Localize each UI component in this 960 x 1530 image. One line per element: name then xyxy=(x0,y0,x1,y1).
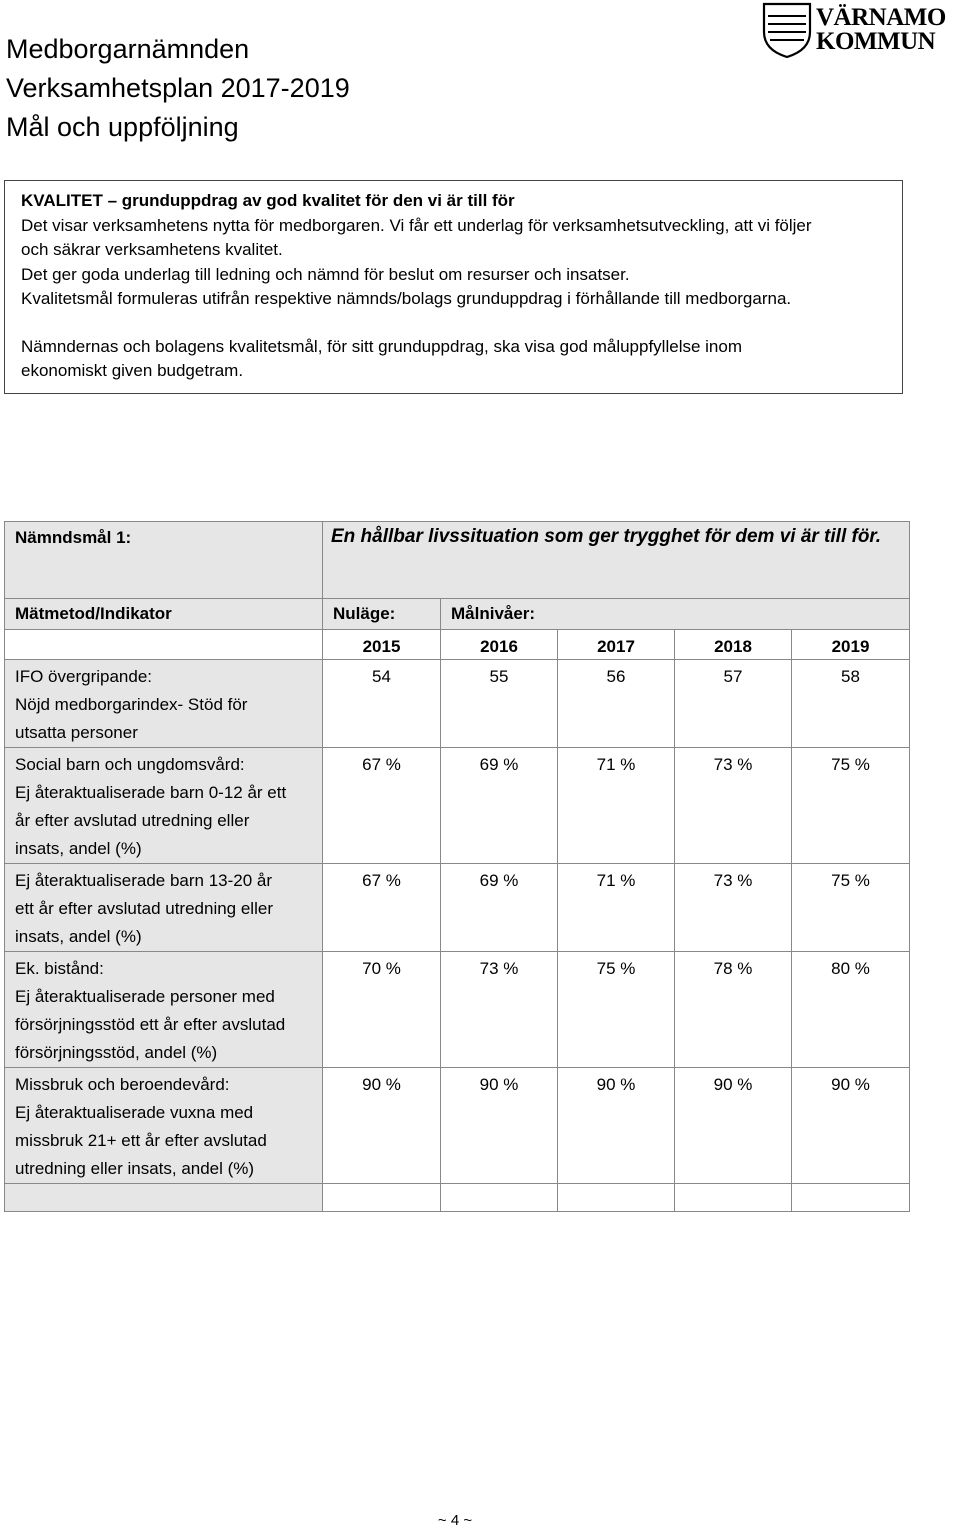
value-cell: 58 xyxy=(792,660,910,748)
value-cell: 80 % xyxy=(792,952,910,1068)
column-header-targets: Målnivåer: xyxy=(441,599,910,630)
column-header-current: Nuläge: xyxy=(323,599,441,630)
indicator-line: ett år efter avslutad utredning eller xyxy=(15,899,273,918)
indicator-line: Ej återaktualiserade vuxna med xyxy=(15,1103,254,1122)
quality-line: Det ger goda underlag till ledning och nämnd för beslut om resurser och insatser. xyxy=(21,264,630,284)
quality-line: och säkrar verksamhetens kvalitet. xyxy=(21,240,283,259)
indicator-line: Ek. bistånd: xyxy=(15,959,104,978)
indicator-line: utredning eller insats, andel (%) xyxy=(15,1159,255,1178)
goal-table xyxy=(4,521,910,1212)
quality-line: Kvalitetsmål formuleras utifrån respektive nämnds/bolags grunduppdrag i förhållande till medborgarna. xyxy=(21,289,792,308)
quality-line: Det visar verksamhetens nytta för medborgaren. Vi får ett underlag för verksamhetsutveckling, att vi följer xyxy=(21,215,812,235)
indicator-label xyxy=(5,952,323,1068)
value-cell: 67 % xyxy=(323,864,441,952)
value-cell: 75 % xyxy=(792,864,910,952)
value-cell: 71 % xyxy=(558,864,675,952)
table-row xyxy=(5,952,910,1068)
value-cell: 90 % xyxy=(792,1068,910,1184)
value-cell: 54 xyxy=(323,660,441,748)
indicator-label xyxy=(5,1068,323,1184)
value-cell: 69 % xyxy=(441,864,558,952)
value-cell: 73 % xyxy=(675,864,792,952)
goal-text: En hållbar livssituation som ger trygghet för dem vi är till för. xyxy=(323,522,910,599)
year-header: 2015 xyxy=(323,630,441,660)
indicator-label xyxy=(5,748,323,864)
indicator-line: missbruk 21+ ett år efter avslutad xyxy=(15,1131,267,1150)
indicator-line: insats, andel (%) xyxy=(15,839,142,858)
empty-row xyxy=(5,1184,910,1212)
indicator-line: Ej återaktualiserade personer med xyxy=(15,987,275,1006)
varnamo-kommun-logo xyxy=(762,2,958,60)
value-cell: 90 % xyxy=(441,1068,558,1184)
value-cell: 78 % xyxy=(675,952,792,1068)
quality-paragraph-2-line-2: ekonomiskt given budgetram. xyxy=(21,361,244,380)
value-cell: 73 % xyxy=(675,748,792,864)
indicator-label xyxy=(5,864,323,952)
value-cell: 55 xyxy=(441,660,558,748)
value-cell: 75 % xyxy=(792,748,910,864)
year-header: 2018 xyxy=(675,630,792,660)
year-header: 2016 xyxy=(441,630,558,660)
indicator-line: IFO övergripande: xyxy=(15,667,153,686)
value-cell: 69 % xyxy=(441,748,558,864)
year-header: 2017 xyxy=(558,630,675,660)
indicator-line: utsatta personer xyxy=(15,723,138,742)
indicator-line: insats, andel (%) xyxy=(15,927,142,946)
indicator-label xyxy=(5,660,323,748)
table-row xyxy=(5,1068,910,1184)
document-header xyxy=(6,30,350,147)
quality-info-box xyxy=(4,180,903,394)
table-row xyxy=(5,660,910,748)
indicator-line: Social barn och ungdomsvård: xyxy=(15,755,245,774)
quality-paragraph-2-line-1: Nämndernas och bolagens kvalitetsmål, för sitt grunduppdrag, ska visa god måluppfyllelse inom xyxy=(21,336,742,356)
quality-title: KVALITET – grunduppdrag av god kvalitet för den vi är till för xyxy=(21,191,515,210)
goal-label: Nämndsmål 1: xyxy=(5,522,323,599)
indicator-line: Ej återaktualiserade barn 0-12 år ett xyxy=(15,783,287,802)
logo-line-1: VÄRNAMO xyxy=(816,4,946,31)
indicator-line: år efter avslutad utredning eller xyxy=(15,811,250,830)
value-cell: 70 % xyxy=(323,952,441,1068)
value-cell: 90 % xyxy=(675,1068,792,1184)
value-cell: 90 % xyxy=(323,1068,441,1184)
indicator-line: Nöjd medborgarindex- Stöd för xyxy=(15,695,248,714)
column-header-method: Mätmetod/Indikator xyxy=(5,599,323,630)
value-cell: 71 % xyxy=(558,748,675,864)
page-number: ~ 4 ~ xyxy=(437,1512,473,1529)
indicator-line: försörjningsstöd ett år efter avslutad xyxy=(15,1015,286,1034)
header-section: Mål och uppföljning xyxy=(6,112,239,142)
header-committee: Medborgarnämnden xyxy=(6,34,250,64)
table-row xyxy=(5,864,910,952)
value-cell: 56 xyxy=(558,660,675,748)
year-header: 2019 xyxy=(792,630,910,660)
indicator-line: Missbruk och beroendevård: xyxy=(15,1075,230,1094)
header-plan: Verksamhetsplan 2017-2019 xyxy=(6,73,350,103)
municipal-emblem-icon xyxy=(762,2,812,58)
value-cell: 73 % xyxy=(441,952,558,1068)
table-row xyxy=(5,748,910,864)
value-cell: 67 % xyxy=(323,748,441,864)
logo-line-2: KOMMUN xyxy=(816,28,936,55)
indicator-line: försörjningsstöd, andel (%) xyxy=(15,1043,218,1062)
value-cell: 75 % xyxy=(558,952,675,1068)
value-cell: 57 xyxy=(675,660,792,748)
indicator-line: Ej återaktualiserade barn 13-20 år xyxy=(15,871,273,890)
value-cell: 90 % xyxy=(558,1068,675,1184)
